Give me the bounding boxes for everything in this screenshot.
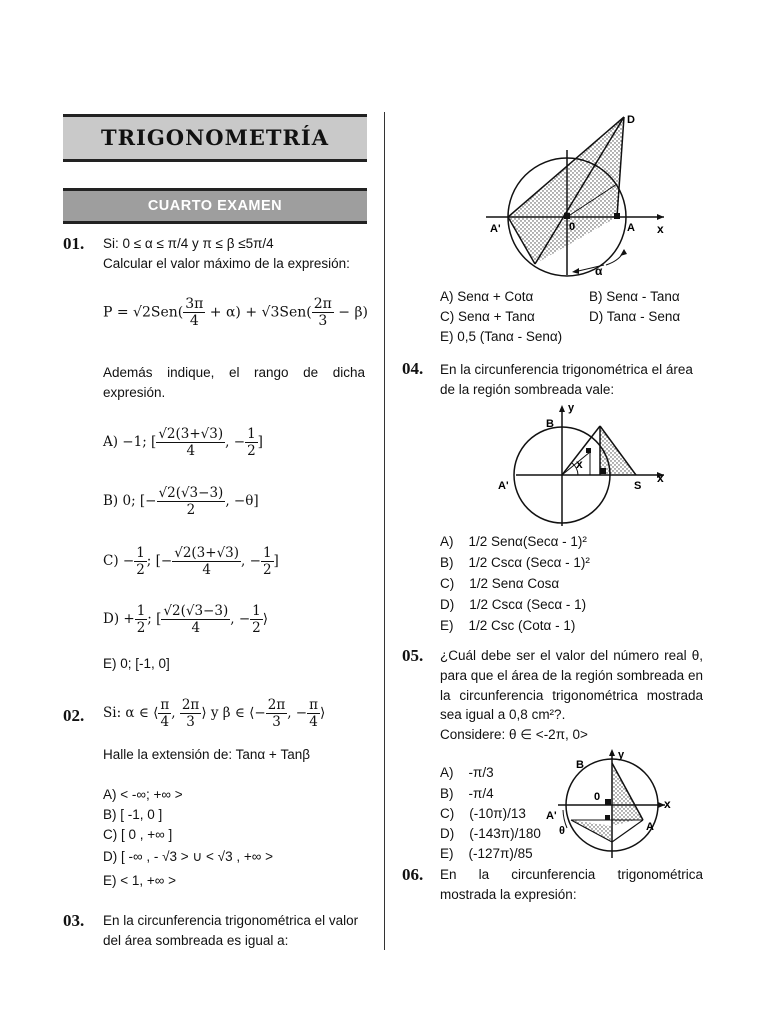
q02-option-e: E) < 1, +∞ > — [103, 873, 177, 888]
q04-option-b: B) 1/2 Cscα (Secα - 1)² — [440, 555, 590, 570]
q06-text-line1: En la circunferencia trigonométrica — [440, 867, 703, 882]
q02-option-c: C) [ 0 , +∞ ] — [103, 827, 173, 842]
q02-condition: Si: α ∈ ⟨ $\frac{\pi}{4}$ , $\frac{2\pi}{3}$ ⟩ y β ∈ ⟨− $\frac{2\pi}{3}$ , − $\frac{\pi}{4}$ ⟩ — [103, 697, 326, 730]
q01-condition: Si: 0 ≤ α ≤ π/4 y π ≤ β ≤5π/4 — [103, 236, 274, 251]
q02-instruction: Halle la extensión de: Tanα + Tanβ — [103, 747, 311, 762]
q03-option-a: A) Senα + Cotα — [440, 289, 534, 304]
q04-label-angle: x — [576, 457, 583, 471]
q04-label-x: x — [657, 471, 664, 485]
q02-option-a: A) < -∞; +∞ > — [103, 787, 183, 802]
q04-text-line1: En la circunferencia trigonométrica el área — [440, 362, 693, 377]
q01-option-a: A) −1; [ $\frac{√2(3+√3)}{4}$ , − $\frac{1}{2}$ ] — [103, 426, 263, 459]
q03-option-b: B) Senα - Tanα — [589, 289, 680, 304]
q05-label-a-prime: A' — [546, 810, 557, 822]
q03-option-d: D) Tanα - Senα — [589, 309, 681, 324]
q03-label-origin: 0 — [569, 221, 576, 233]
q05-option-d: D) (-143π)/180 — [440, 826, 541, 841]
q03-figure — [486, 110, 676, 282]
q04-text-line2: de la región sombreada vale: — [440, 382, 615, 397]
q05-text-line3: la circunferencia trigonométrica mostrada — [440, 688, 703, 703]
q05-option-a: A) -π/3 — [440, 765, 494, 780]
q05-option-b: B) -π/4 — [440, 786, 494, 801]
q05-option-e: E) (-127π)/85 — [440, 846, 533, 861]
q01-option-c: C) − $\frac{1}{2}$ ; [− $\frac{√2(3+√3)}{4}$ , − $\frac{1}{2}$ ] — [103, 545, 279, 578]
question-number-06: 06. — [402, 865, 424, 884]
q03-text-line2: del área sombreada es igual a: — [103, 933, 289, 948]
q04-label-s: S — [634, 480, 642, 492]
document-title: TRIGONOMETRÍA — [63, 114, 367, 162]
q02-option-d: D) [ -∞ , - √3 > ∪ < √3 , +∞ > — [103, 849, 273, 864]
q05-label-a: A — [646, 821, 654, 833]
q05-option-c: C) (-10π)/13 — [440, 806, 526, 821]
q06-text-line2: mostrada la expresión: — [440, 887, 577, 902]
question-number-05: 05. — [402, 646, 424, 665]
q01-instruction: Calcular el valor máximo de la expresión: — [103, 256, 350, 271]
q03-label-a: A — [627, 222, 635, 234]
q05-text-line4: sea igual a 0,8 cm²?. — [440, 707, 566, 722]
q01-expression: P = √2Sen( $\frac{3\pi}{4}$ + α) + √3Sen( $\frac{2\pi}{3}$ − β) — [103, 296, 369, 329]
q03-label-alpha: α — [595, 264, 603, 278]
q04-label-b: B — [546, 418, 554, 430]
q04-option-c: C) 1/2 Senα Cosα — [440, 576, 560, 591]
q04-option-d: D) 1/2 Cscα (Secα - 1) — [440, 597, 587, 612]
exam-subtitle: CUARTO EXAMEN — [63, 188, 367, 224]
q03-label-a-prime: A' — [490, 223, 501, 235]
q05-label-theta: θ — [559, 825, 565, 837]
question-number-02: 02. — [63, 706, 85, 725]
q05-label-b: B — [576, 759, 584, 771]
q04-option-a: A) 1/2 Senα(Secα - 1)² — [440, 534, 587, 549]
q04-label-a-prime: A' — [498, 480, 509, 492]
q03-label-x: x — [657, 222, 664, 236]
q05-label-x: x — [664, 797, 671, 811]
question-number-04: 04. — [402, 359, 424, 378]
q01-option-b: B) 0; [− $\frac{√2(√3-3)}{2}$ , −θ] — [103, 485, 259, 518]
q04-option-e: E) 1/2 Csc (Cotα - 1) — [440, 618, 576, 633]
q03-text-line1: En la circunferencia trigonométrica el valor — [103, 913, 359, 928]
q05-label-origin: 0 — [594, 791, 601, 803]
question-number-01: 01. — [63, 234, 85, 253]
q05-text-line1: ¿Cuál debe ser el valor del número real θ, — [440, 648, 703, 663]
q01-note-line1: Además indique, el rango de dicha — [103, 365, 365, 380]
q05-label-y: y — [618, 749, 625, 761]
q01-option-d: D) + $\frac{1}{2}$ ; [ $\frac{√2(√3-3)}{4}$ , − $\frac{1}{2}$ ⟩ — [103, 603, 269, 636]
q01-note-line2: expresión. — [103, 385, 166, 400]
q02-option-b: B) [ -1, 0 ] — [103, 807, 163, 822]
q04-label-y: y — [568, 402, 575, 414]
q01-option-e: E) 0; [-1, 0] — [103, 656, 170, 671]
column-divider — [384, 112, 385, 950]
q05-text-line5: Considere: θ ∈ <-2π, 0> — [440, 727, 588, 742]
q04-figure — [496, 402, 670, 528]
q05-text-line2: para que el área de la región sombreada en — [440, 668, 703, 683]
q03-option-e: E) 0,5 (Tanα - Senα) — [440, 329, 563, 344]
q05-figure — [543, 748, 675, 860]
question-number-03: 03. — [63, 911, 85, 930]
q03-label-d: D — [627, 114, 635, 126]
q03-option-c: C) Senα + Tanα — [440, 309, 535, 324]
